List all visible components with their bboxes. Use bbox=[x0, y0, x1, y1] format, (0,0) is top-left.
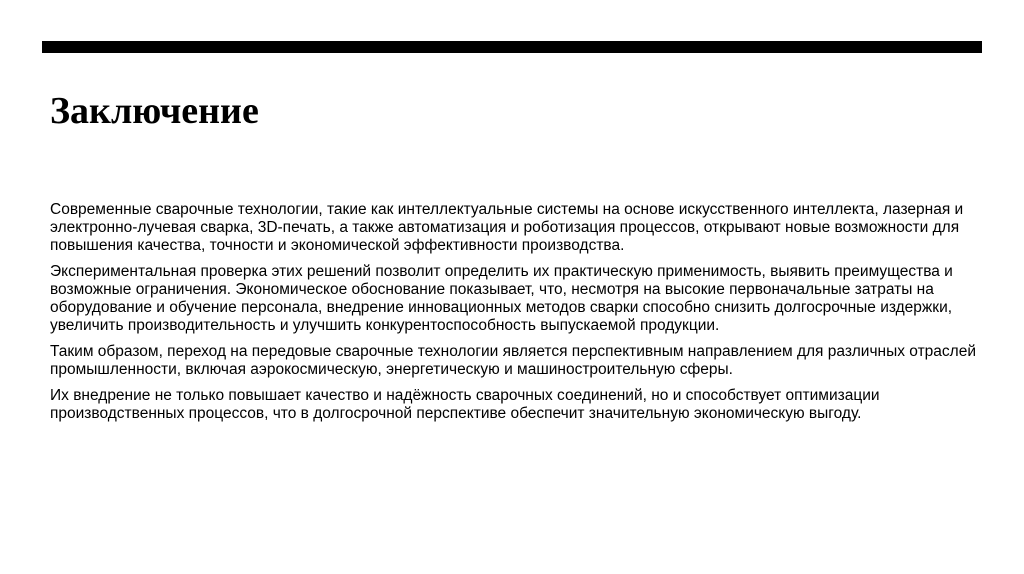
paragraph-1: Современные сварочные технологии, такие как интеллектуальные системы на основе искусственного интеллекта, лазерная и электронно-лучевая сварка, 3D-печать, а также автоматизация и роботизация процессов, открывают новые возможности для повышения качества, точности и экономической эффективности производства. bbox=[50, 201, 964, 254]
top-divider-bar bbox=[42, 41, 982, 53]
paragraph-3: Таким образом, переход на передовые сварочные технологии является перспективным направлением для различных отраслей промышленности, включая аэрокосмическую, энергетическую и машиностроительную сферы. bbox=[50, 343, 976, 378]
slide-title: Заключение bbox=[50, 90, 259, 132]
paragraph-2: Экспериментальная проверка этих решений позволит определить их практическую применимость, выявить преимущества и возможные ограничения. Экономическое обоснование показывает, что, несмотря на высокие первоначальные затраты на оборудование и обучение персонала, внедрение инновационных методов сварки способно снизить долгосрочные издержки, увеличить производительность и улучшить конкурентоспособность выпускаемой продукции. bbox=[50, 263, 953, 334]
paragraph-4: Их внедрение не только повышает качество и надёжность сварочных соединений, но и способствует оптимизации производственных процессов, что в долгосрочной перспективе обеспечит значительную экономическую выгоду. bbox=[50, 387, 880, 422]
slide-body bbox=[50, 201, 980, 431]
